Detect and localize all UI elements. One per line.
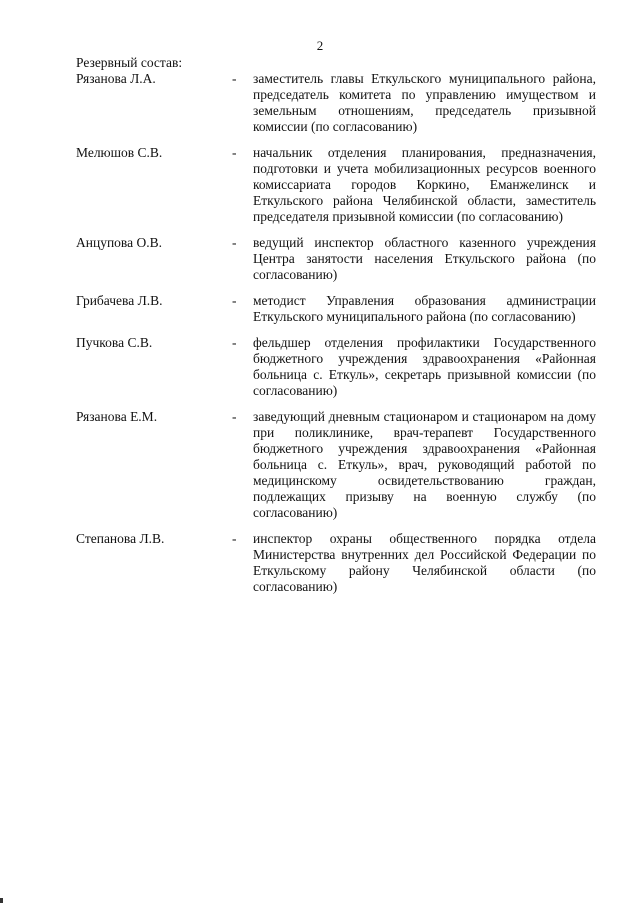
member-role: заместитель главы Еткульского муниципального района, председатель комитета по управлению имуществом и земельным отношениям, председатель призывной комиссии (по согласованию) <box>253 71 596 134</box>
member-role: инспектор охраны общественного порядка отдела Министерства внутренних дел Российской Федерации по Еткульскому району Челябинской области (по согласованию) <box>253 531 596 594</box>
member-entry <box>76 409 596 521</box>
member-role: методист Управления образования администрации Еткульского муниципального района (по согласованию) <box>253 293 596 324</box>
member-entry <box>76 531 596 595</box>
member-dash: - <box>232 293 237 308</box>
member-name: Степанова Л.В. <box>76 531 165 546</box>
member-name: Мелюшов С.В. <box>76 145 163 160</box>
member-role: ведущий инспектор областного казенного учреждения Центра занятости населения Еткульского района (по согласованию) <box>253 235 596 282</box>
member-entry <box>76 145 596 225</box>
member-name: Грибачева Л.В. <box>76 293 163 308</box>
member-role: начальник отделения планирования, предназначения, подготовки и учета мобилизационных ресурсов военного комиссариата городов Коркино, Еманжелинск и Еткульского района Челябинской области, заместитель председателя призывной комиссии (по согласованию) <box>253 145 596 224</box>
section-title: Резервный состав: <box>76 55 183 70</box>
member-dash: - <box>232 235 237 250</box>
member-role: фельдшер отделения профилактики Государственного бюджетного учреждения здравоохранения «Районная больница с. Еткуль», секретарь призывной комиссии (по согласованию) <box>253 335 596 398</box>
scan-mark <box>0 898 3 903</box>
member-role: заведующий дневным стационаром и стационаром на дому при поликлинике, врач-терапевт Государственного бюджетного учреждения здравоохранения «Районная больница с. Еткуль», врач, руководящий работой по медицинскому освидетельствованию граждан, подлежащих призыву на военную службу (по согласованию) <box>253 409 596 520</box>
member-dash: - <box>232 409 237 424</box>
member-name: Рязанова Л.А. <box>76 71 156 86</box>
member-dash: - <box>232 71 237 86</box>
member-dash: - <box>232 145 237 160</box>
members-list <box>76 71 596 605</box>
member-entry <box>76 335 596 399</box>
member-name: Анцупова О.В. <box>76 235 162 250</box>
member-dash: - <box>232 531 237 546</box>
page-number: 2 <box>316 38 324 53</box>
member-dash: - <box>232 335 237 350</box>
member-entry <box>76 293 596 325</box>
member-name: Пучкова С.В. <box>76 335 153 350</box>
member-entry <box>76 235 596 283</box>
member-name: Рязанова Е.М. <box>76 409 158 424</box>
member-entry <box>76 71 596 135</box>
